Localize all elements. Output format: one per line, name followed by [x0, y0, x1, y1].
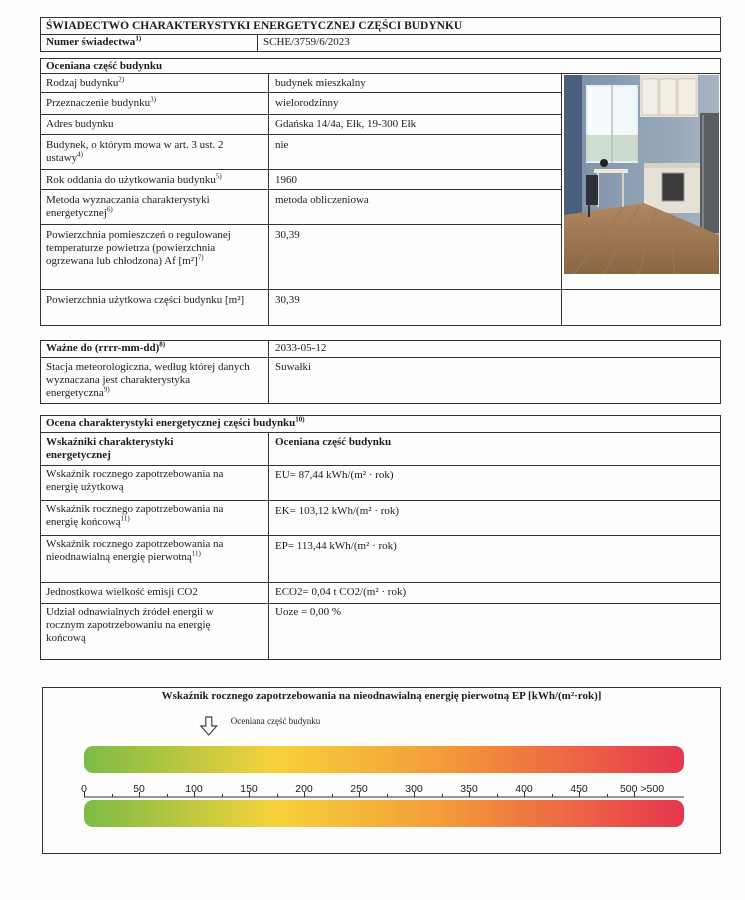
ep-scale-minor-tick — [552, 794, 553, 797]
ep-scale-tick-label: 500 >500 — [619, 783, 665, 795]
ep-scale-minor-tick — [277, 794, 278, 797]
ep-scale-tick-label: 100 — [185, 783, 203, 795]
ep-scale-bar-top — [84, 746, 684, 773]
ep-scale-tick-label: 250 — [350, 783, 368, 795]
building-type-value: budynek mieszkalny — [275, 77, 366, 89]
heated-area-label: Powierzchnia pomieszczeń o regulowanej temperaturze powietrza (powierzchnia ogrzewana lub chłodzona) Af $[m^2]^{7)}$ — [46, 229, 231, 267]
ep-scale-title: Wskaźnik rocznego zapotrzebowania na nieodnawialną energię pierwotną EP [kWh/(m²·rok)] — [161, 690, 602, 702]
ep-scale-tick-label: 450 — [570, 783, 588, 795]
building-address-label: Adres budynku — [46, 118, 114, 130]
ep-scale-tick-label: 300 — [405, 783, 423, 795]
ep-scale-tick-label: 150 — [240, 783, 258, 795]
ep-scale-minor-tick — [607, 794, 608, 797]
usable-area-value: 30,39 — [275, 294, 300, 306]
ep-scale-tick-label: 50 — [133, 783, 145, 795]
art3-building-value: nie — [275, 139, 289, 151]
valid-until-value: 2033-05-12 — [275, 342, 327, 354]
ep-scale-tick-label: 0 — [81, 783, 87, 795]
evaluation-section-title: Ocena charakterystyki energetycznej części budynku$^{10)}$ — [46, 416, 305, 429]
certificate-title: ŚWIADECTWO CHARAKTERYSTYKI ENERGETYCZNEJ CZĘŚCI BUDYNKU — [46, 20, 463, 32]
down-arrow-icon — [201, 717, 217, 735]
weather-station-value: Suwałki — [275, 361, 312, 373]
building-address-value: Gdańska 14/4a, Ełk, 19-300 Ełk — [275, 118, 417, 130]
ek-value: EK= 103,12 kWh/(m² · rok) — [275, 505, 400, 517]
building-type-label: Rodzaj budynku$^{2)}$ — [46, 76, 125, 89]
ep-scale-minor-tick — [112, 794, 113, 797]
valid-until-label: Ważne do (rrrr-mm-dd)$^{8)}$ — [46, 341, 166, 354]
commissioning-year-value: 1960 — [275, 174, 297, 186]
weather-station-label: Stacja meteorologiczna, według której danych wyznaczana jest charakterystyka energetyczna$^{9)}$ — [46, 361, 250, 399]
commissioning-year-label: Rok oddania do użytkowania budynku$^{5)}$ — [46, 173, 222, 186]
ep-scale-tick-label: 350 — [460, 783, 478, 795]
assessed-section-title: Oceniana część budynku — [46, 60, 163, 72]
method-label: Metoda wyznaczania charakterystyki energetycznej$^{6)}$ — [46, 194, 210, 219]
ep-scale-minor-tick — [497, 794, 498, 797]
ep-scale-tick-label: 400 — [515, 783, 533, 795]
ep-scale-bar-bottom — [84, 800, 684, 827]
ep-marker — [201, 717, 217, 735]
ep-scale-minor-tick — [387, 794, 388, 797]
usable-area-label: Powierzchnia użytkowa części budynku [m²] — [46, 294, 245, 306]
ep-label: Wskaźnik rocznego zapotrzebowania na nieodnawialną energię pierwotną$^{11)}$ — [46, 538, 224, 563]
eu-label: Wskaźnik rocznego zapotrzebowania na energię użytkową — [46, 468, 224, 493]
art3-building-label: Budynek, o którym mowa w art. 3 ust. 2 ustawy$^{4)}$ — [46, 139, 224, 164]
co2-value: ECO2= 0,04 t CO2/(m² · rok) — [275, 586, 407, 598]
building-purpose-label: Przeznaczenie budynku$^{3)}$ — [46, 96, 156, 109]
assessed-column-header: Oceniana część budynku — [275, 436, 392, 448]
indicators-column-header: Wskaźniki charakterystyki energetycznej — [46, 436, 174, 461]
heated-area-value: 30,39 — [275, 229, 300, 241]
method-value: metoda obliczeniowa — [275, 194, 369, 206]
renewable-share-value: Uoze = 0,00 % — [275, 606, 342, 618]
renewable-share-label: Udział odnawialnych źródeł energii w rocznym zapotrzebowaniu na energię końcową — [46, 606, 214, 644]
ep-value: EP= 113,44 kWh/(m² · rok) — [275, 540, 397, 552]
certificate-number-label: Numer świadectwa$^{1)}$ — [46, 35, 142, 48]
co2-label: Jednostkowa wielkość emisji CO2 — [46, 586, 198, 598]
eu-value: EU= 87,44 kWh/(m² · rok) — [275, 469, 394, 481]
ep-scale-minor-tick — [442, 794, 443, 797]
ep-scale-tick-label: 200 — [295, 783, 313, 795]
ep-scale-minor-tick — [222, 794, 223, 797]
building-purpose-value: wielorodzinny — [275, 97, 339, 109]
certificate-number-value: SCHE/3759/6/2023 — [263, 36, 350, 48]
ep-scale-minor-tick — [332, 794, 333, 797]
ek-label: Wskaźnik rocznego zapotrzebowania na energię końcową$^{11)}$ — [46, 503, 224, 528]
ep-marker-label: Oceniana część budynku — [230, 716, 321, 726]
ep-scale-minor-tick — [167, 794, 168, 797]
